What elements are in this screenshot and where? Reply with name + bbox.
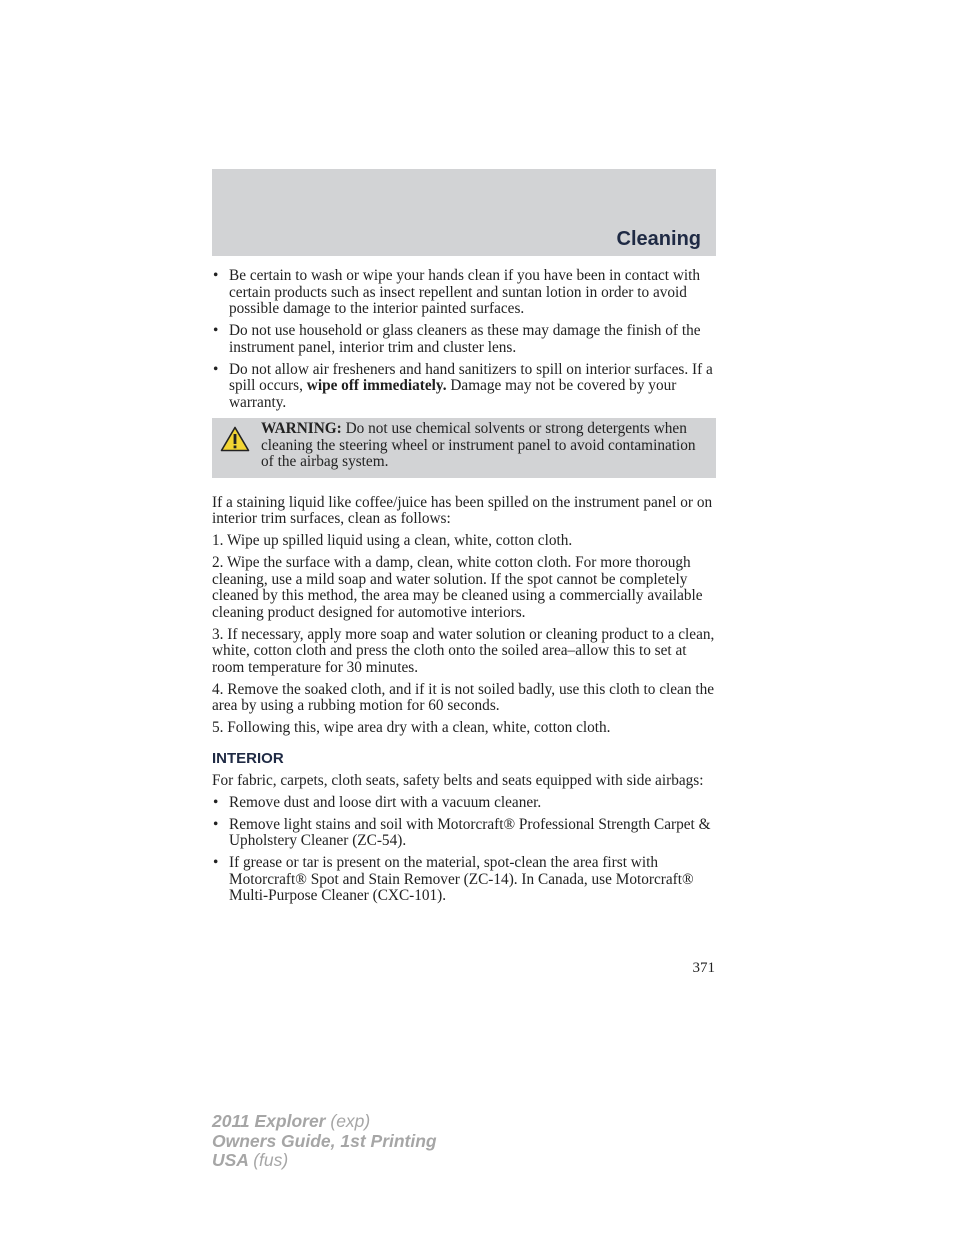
bullet-bold-text: wipe off immediately.	[306, 377, 447, 394]
section-title: Cleaning	[616, 228, 701, 250]
step-4: 4. Remove the soaked cloth, and if it is not soiled badly, use this cloth to clean the area by using a rubbing motion for 60 seconds.	[212, 680, 715, 714]
list-item: • Do not allow air fresheners and hand sanitizers to spill on interior surfaces. If a spill occurs, wipe off immediately. Damage may not be covered by your warranty.	[213, 360, 713, 411]
bullet-text: If grease or tar is present on the material, spot-clean the area first with Motorcraft® Spot and Stain Remover (ZC-14). In Canada, use Motorcraft® Multi-Purpose Cleaner (CXC-101).	[229, 854, 694, 904]
list-item: • Remove dust and loose dirt with a vacuum cleaner.	[213, 793, 542, 811]
footer-model: 2011 Explorer	[212, 1111, 326, 1131]
list-item: • Do not use household or glass cleaners as these may damage the finish of the instrument panel, interior trim and cluster lens.	[213, 322, 701, 356]
bullet-text: Remove dust and loose dirt with a vacuum cleaner.	[229, 793, 542, 811]
footer-market-code: (fus)	[253, 1150, 289, 1170]
staining-intro: If a staining liquid like coffee/juice has been spilled on the instrument panel or on interior trim surfaces, clean as follows:	[212, 493, 713, 527]
bullet-text: Do not allow air fresheners and hand sanitizers to spill on interior surfaces. If a spill occurs,	[229, 360, 713, 394]
step-3: 3. If necessary, apply more soap and water solution or cleaning product to a clean, white, cotton cloth and press the cloth onto the soiled area–allow this to set at room temperature for 30 minutes.	[212, 625, 715, 676]
step-1: 1. Wipe up spilled liquid using a clean, white, cotton cloth.	[212, 532, 573, 549]
precautions-list	[212, 268, 716, 411]
document-footer	[212, 1112, 437, 1171]
list-item: • Be certain to wash or wipe your hands clean if you have been in contact with certain products such as insect repellent and suntan lotion in order to avoid possible damage to the interior painted surfaces.	[213, 267, 701, 317]
interior-list	[212, 795, 716, 905]
warning-text: Do not use chemical solvents or strong detergents when cleaning the steering wheel or instrument panel to avoid contamination of the airbag system.	[261, 420, 696, 470]
interior-intro: For fabric, carpets, cloth seats, safety belts and seats equipped with side airbags:	[212, 771, 704, 789]
list-item: • Remove light stains and soil with Motorcraft® Professional Strength Carpet & Upholstery Cleaner (ZC-54).	[213, 815, 711, 849]
section-header-band	[212, 169, 716, 256]
bullet-text: Damage may not be covered by your warranty.	[229, 377, 677, 411]
page-content	[212, 268, 716, 910]
warning-box	[212, 418, 716, 478]
page-number: 371	[692, 960, 715, 976]
warning-label: WARNING:	[261, 420, 342, 437]
warning-triangle-icon	[220, 426, 250, 452]
footer-market: USA	[212, 1150, 249, 1170]
step-2: 2. Wipe the surface with a damp, clean, white cotton cloth. For more thorough cleaning, use a mild soap and water solution. If the spot cannot be completely cleaned by this method, the area may be cleaned using a commercially available cleaning product designed for automotive interiors.	[212, 554, 703, 621]
interior-heading: INTERIOR	[212, 749, 284, 767]
bullet-text: Remove light stains and soil with Motorcraft® Professional Strength Carpet & Upholstery Cleaner (ZC-54).	[229, 815, 711, 849]
list-item: • If grease or tar is present on the material, spot-clean the area first with Motorcraft® Spot and Stain Remover (ZC-14). In Canada, use Motorcraft® Multi-Purpose Cleaner (CXC-101).	[213, 854, 694, 904]
bullet-text: Do not use household or glass cleaners as these may damage the finish of the instrument panel, interior trim and cluster lens.	[229, 322, 701, 356]
footer-edition: Owners Guide, 1st Printing	[212, 1130, 437, 1151]
footer-model-code: (exp)	[330, 1111, 371, 1131]
bullet-text: Be certain to wash or wipe your hands clean if you have been in contact with certain products such as insect repellent and suntan lotion in order to avoid possible damage to the interior painted surfaces.	[229, 267, 701, 317]
step-5: 5. Following this, wipe area dry with a clean, white, cotton cloth.	[212, 719, 611, 736]
